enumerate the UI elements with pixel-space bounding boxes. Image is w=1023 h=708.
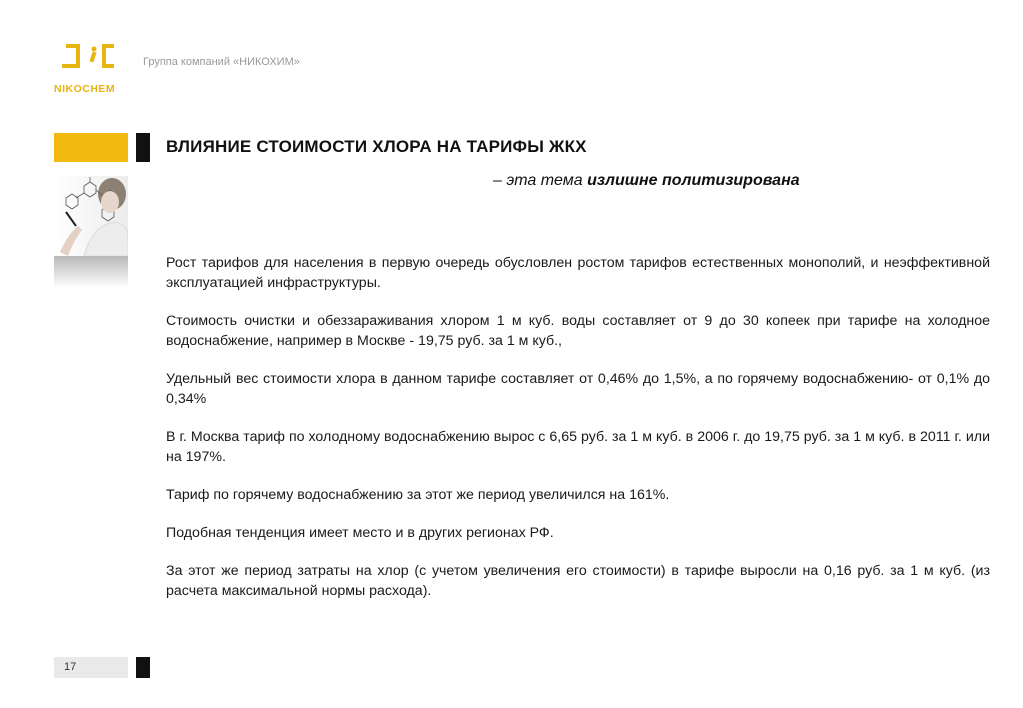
slide-title: ВЛИЯНИЕ СТОИМОСТИ ХЛОРА НА ТАРИФЫ ЖКХ [166,137,587,156]
paragraph: Тариф по горячему водоснабжению за этот же период увеличился на 161%. [166,487,670,503]
subtitle-prefix: – эта тема [493,172,588,189]
title-marker-bar [136,133,150,162]
scientist-photo [54,176,128,288]
footer-marker-bar [136,657,150,678]
subtitle-emphasis: излишне политизирована [587,172,800,189]
paragraph: Подобная тенденция имеет место и в других регионах РФ. [166,525,554,541]
logo-text: NIKOCHEM [54,83,116,95]
paragraph: Стоимость очистки и обеззараживания хлором 1 м куб. воды составляет от 9 до 30 копеек при тарифе на холодное водоснабжение, например в Москве - 19,75 руб. за 1 м куб., [166,313,990,349]
paragraph: За этот же период затраты на хлор (с учетом увеличения его стоимости) в тарифе выросли на 0,16 руб. за 1 м куб. (из расчета максимальной нормы расхода). [166,563,990,599]
paragraph: Рост тарифов для населения в первую очередь обусловлен ростом тарифов естественных монополий, и неэффективной эксплуатацией инфраструктуры. [166,255,990,291]
paragraph: Удельный вес стоимости хлора в данном тарифе составляет от 0,46% до 1,5%, а по горячему водоснабжению- от 0,1% до 0,34% [166,371,990,407]
title-accent-block [54,133,128,162]
paragraph: В г. Москва тариф по холодному водоснабжению вырос с 6,65 руб. за 1 м куб. в 2006 г. до 19,75 руб. за 1 м куб. в 2011 г. или на 197%. [166,429,990,465]
company-name: Группа компаний «НИКОХИМ» [143,56,300,68]
page-number: 17 [64,661,77,673]
slide-body [166,253,990,619]
slide-subtitle [493,172,800,190]
